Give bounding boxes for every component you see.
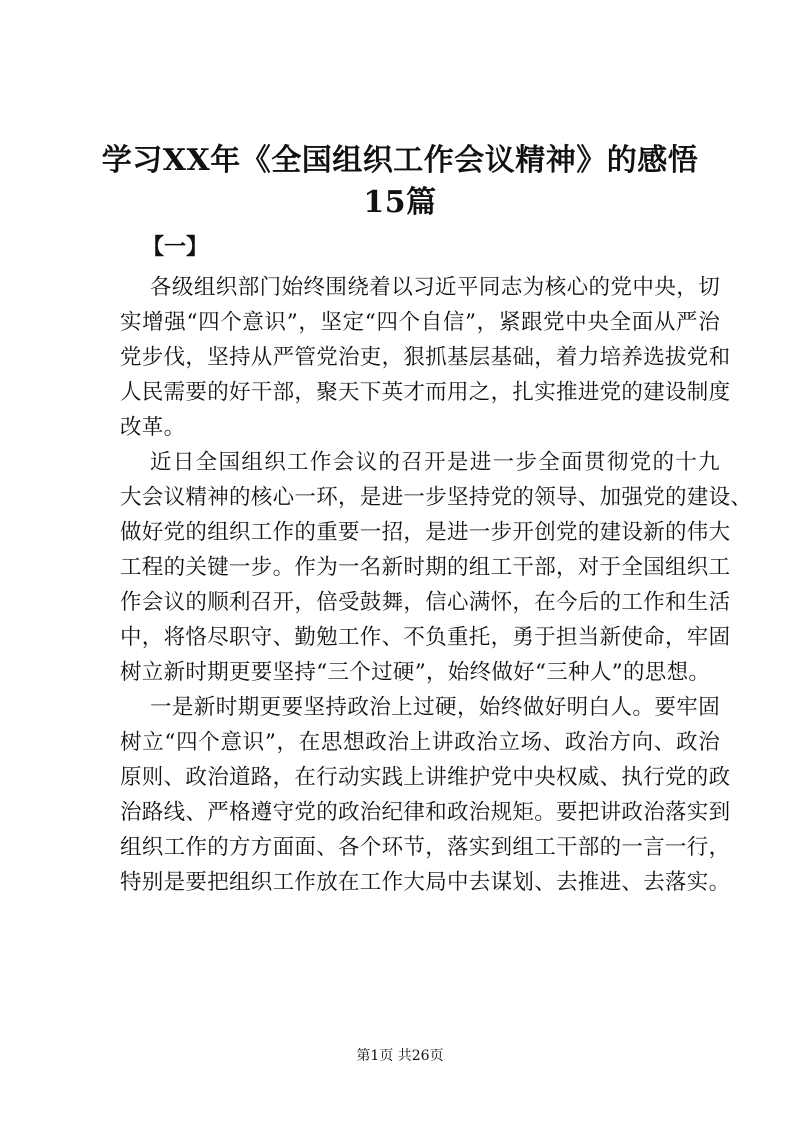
paragraph-line: 各级组织部门始终围绕着以习近平同志为核心的党中央，切 [150,275,720,300]
title-line-1: 学习XX年《全国组织工作会议精神》的感悟 [101,143,699,178]
paragraph-line: 改革。 [120,415,186,440]
paragraph-1 [120,270,731,445]
paragraph-line: 治路线、严格遵守党的政治纪律和政治规矩。要把讲政治落实到 [120,800,731,825]
paragraph-line: 中，将恪尽职守、勤勉工作、不负重托，勇于担当新使命，牢固 [120,625,731,650]
paragraph-line: 特别是要把组织工作放在工作大局中去谋划、去推进、去落实。 [120,870,731,895]
paragraph-line: 原则、政治道路，在行动实践上讲维护党中央权威、执行党的政 [120,765,731,790]
paragraph-line: 大会议精神的核心一环，是进一步坚持党的领导、加强党的建设、 [120,485,753,510]
title-line-2: 15篇 [363,185,437,220]
paragraph-3 [120,690,731,900]
paragraph-line: 党步伐，坚持从严管党治吏，狠抓基层基础，着力培养选拔党和 [120,345,731,370]
paragraph-line: 人民需要的好干部，聚天下英才而用之，扎实推进党的建设制度 [120,380,731,405]
paragraph-line: 工程的关键一步。作为一名新时期的组工干部，对于全国组织工 [120,555,731,580]
paragraph-line: 树立新时期更要坚持“三个过硬”，始终做好“三种人”的思想。 [120,660,711,685]
paragraph-line: 作会议的顺利召开，倍受鼓舞，信心满怀，在今后的工作和生活 [120,590,731,615]
paragraph-line: 近日全国组织工作会议的召开是进一步全面贯彻党的十九 [150,450,720,475]
paragraph-2 [120,445,753,690]
document-body [120,270,753,900]
paragraph-line: 一是新时期更要坚持政治上过硬，始终做好明白人。要牢固 [150,695,720,720]
page-footer: 第1页 共26页 [356,1048,444,1064]
paragraph-line: 实增强“四个意识”，坚定“四个自信”，紧跟党中央全面从严治 [120,310,720,335]
section-label: 【一】 [142,234,209,260]
paragraph-line: 树立“四个意识”，在思想政治上讲政治立场、政治方向、政治 [120,730,720,755]
paragraph-line: 做好党的组织工作的重要一招，是进一步开创党的建设新的伟大 [120,520,731,545]
paragraph-line: 组织工作的方方面面、各个环节，落实到组工干部的一言一行， [120,835,731,860]
document-title [100,140,700,224]
